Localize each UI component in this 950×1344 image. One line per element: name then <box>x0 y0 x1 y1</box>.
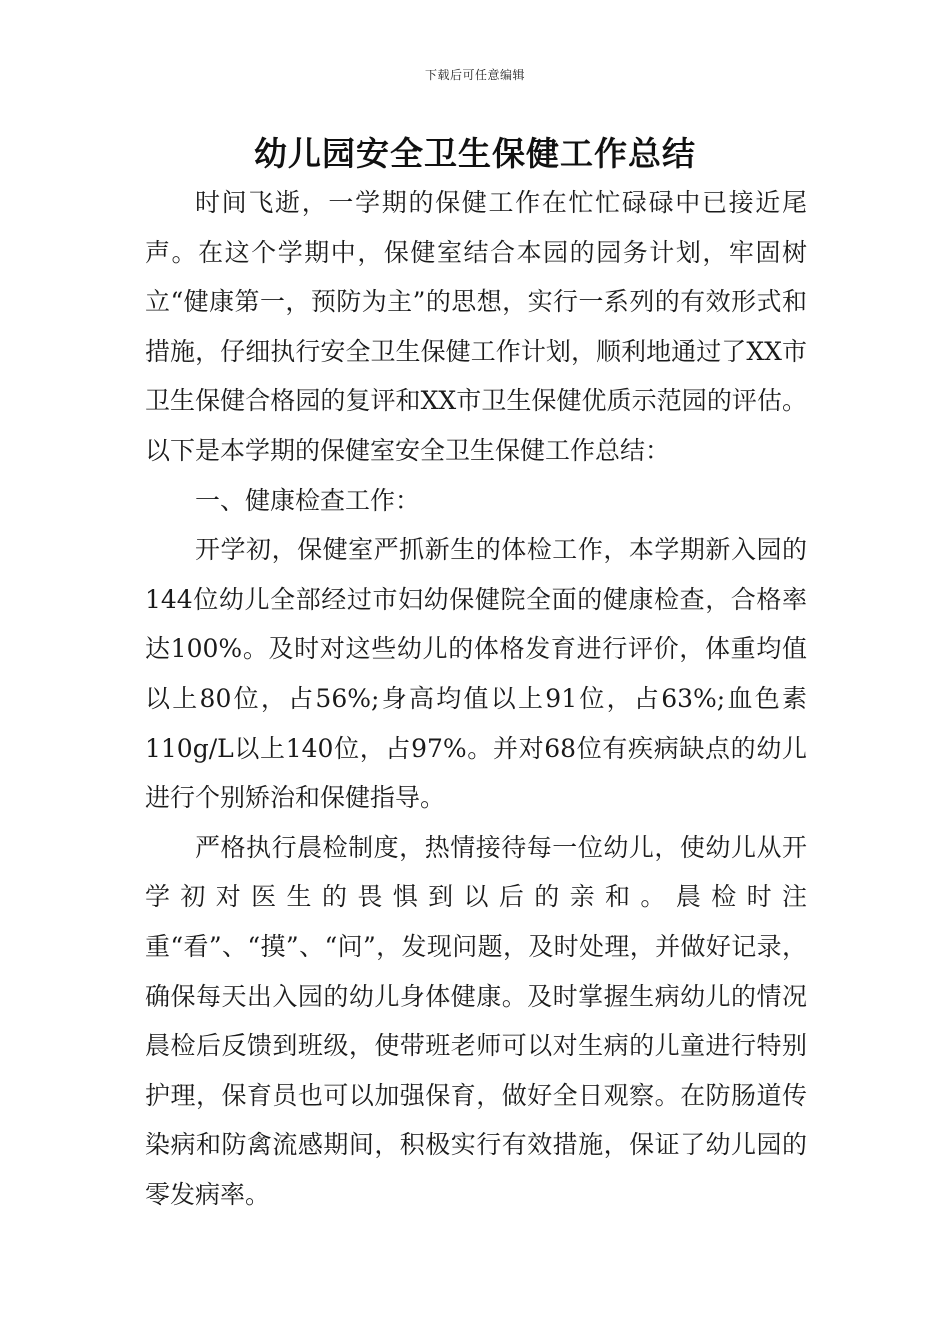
paragraph-intro: 时间飞逝，一学期的保健工作在忙忙碌碌中已接近尾声。在这个学期中，保健室结合本园的园务计划，牢固树立“健康第一，预防为主”的思想，实行一系列的有效形式和措施，仔细执行安全卫生保健工作计划，顺利地通过了XX市卫生保健合格园的复评和XX市卫生保健优质示范园的评估。以下是本学期的保健室安全卫生保健工作总结： <box>145 188 807 465</box>
paragraph-morning-check: 严格执行晨检制度，热情接待每一位幼儿，使幼儿从开学初对医生的畏惧到以后的亲和。晨检时注重“看”、“摸”、“问”，发现问题，及时处理，并做好记录，确保每天出入园的幼儿身体健康。及时掌握生病幼儿的情况晨检后反馈到班级，使带班老师可以对生病的儿童进行特别护理，保育员也可以加强保育，做好全日观察。在防肠道传染病和防禽流感期间，积极实行有效措施，保证了幼儿园的零发病率。 <box>145 832 807 1209</box>
page-header-note: 下载后可任意编辑 <box>424 68 525 82</box>
paragraph-new-student-checkup: 开学初，保健室严抓新生的体检工作，本学期新入园的144位幼儿全部经过市妇幼保健院全面的健康检查，合格率达100%。及时对这些幼儿的体格发育进行评价，体重均值以上80位，占56%;身高均值以上91位，占63%;血色素110g/L以上140位，占97%。并对68位有疾病缺点的幼儿进行个别矫治和保健指导。 <box>145 535 807 813</box>
document-body <box>145 178 807 1219</box>
section-heading-health-check: 一、健康检查工作： <box>195 485 421 515</box>
document-title: 幼儿园安全卫生保健工作总结 <box>254 134 696 173</box>
